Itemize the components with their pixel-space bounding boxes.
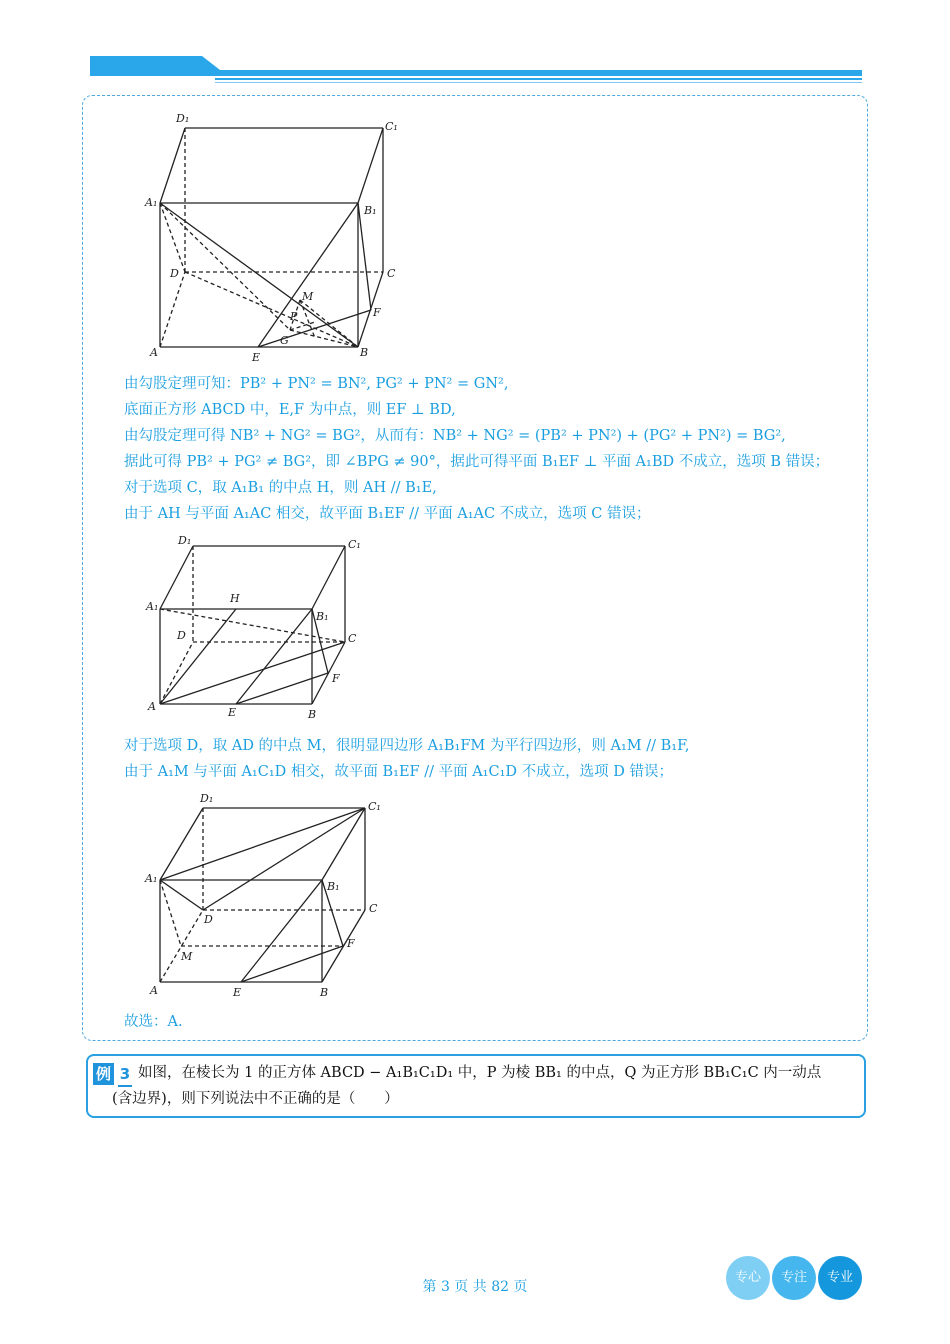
solution-line-5: 对于选项 C，取 A₁B₁ 的中点 H，则 AH // B₁E, bbox=[124, 480, 437, 496]
label-b1: B₁ bbox=[327, 880, 340, 893]
figure-3 bbox=[140, 790, 390, 1000]
solution-line-8: 由于 A₁M 与平面 A₁C₁D 相交，故平面 B₁EF // 平面 A₁C₁D 不成立，选项 D 错误； bbox=[124, 764, 673, 780]
label-c: C bbox=[369, 902, 378, 915]
label-b1: B₁ bbox=[364, 204, 377, 217]
label-a1: A₁ bbox=[145, 196, 158, 209]
label-c1: C₁ bbox=[348, 538, 361, 551]
solution-line-3: 由勾股定理可得 NB² + NG² = BG²，从而有：NB² + NG² = (PB² + PN²) + (PG² + PN²) = BG², bbox=[124, 428, 786, 444]
label-m: M bbox=[181, 950, 193, 963]
label-c1: C₁ bbox=[368, 800, 381, 813]
label-a1: A₁ bbox=[146, 600, 159, 613]
label-c: C bbox=[387, 267, 396, 280]
example-3-box bbox=[86, 1054, 866, 1118]
label-d: D bbox=[204, 913, 213, 926]
solution-line-4: 据此可得 PB² + PG² ≠ BG²，即 ∠BPG ≠ 90°，据此可得平面 B₁EF ⊥ 平面 A₁BD 不成立，选项 B 错误； bbox=[124, 454, 830, 470]
label-g: G bbox=[280, 334, 289, 347]
example-text-line-2: (含边界)，则下列说法中不正确的是（ ） bbox=[112, 1091, 399, 1107]
solution-line-2: 底面正方形 ABCD 中，E,F 为中点，则 EF ⊥ BD, bbox=[124, 402, 456, 418]
figure-1 bbox=[140, 110, 410, 365]
badge-professional: 专业 bbox=[818, 1256, 862, 1300]
badge-focus-heart: 专心 bbox=[726, 1256, 770, 1300]
label-e: E bbox=[228, 706, 237, 719]
label-d: D bbox=[177, 629, 186, 642]
badge-focus-attention: 专注 bbox=[772, 1256, 816, 1300]
label-f: F bbox=[373, 306, 381, 319]
label-c: C bbox=[348, 632, 357, 645]
label-a: A bbox=[150, 346, 158, 359]
label-d1: D₁ bbox=[178, 534, 192, 547]
label-d1: D₁ bbox=[176, 112, 190, 125]
label-a1: A₁ bbox=[145, 872, 158, 885]
label-b: B bbox=[320, 986, 329, 999]
label-b: B bbox=[360, 346, 369, 359]
label-a: A bbox=[148, 700, 156, 713]
example-text-line-1: 如图，在棱长为 1 的正方体 ABCD − A₁B₁C₁D₁ 中，P 为棱 BB₁ 的中点，Q 为正方形 BB₁C₁C 内一动点 bbox=[138, 1065, 822, 1081]
page-number: 第 3 页 共 82 页 bbox=[422, 1279, 528, 1295]
example-number: 3 bbox=[118, 1063, 132, 1087]
label-a: A bbox=[150, 984, 158, 997]
solution-line-6: 由于 AH 与平面 A₁AC 相交，故平面 B₁EF // 平面 A₁AC 不成立，选项 C 错误； bbox=[124, 506, 651, 522]
solution-line-1: 由勾股定理可知：PB² + PN² = BN², PG² + PN² = GN², bbox=[124, 376, 509, 392]
label-m: M bbox=[302, 290, 314, 303]
solution-line-7: 对于选项 D，取 AD 的中点 M，很明显四边形 A₁B₁FM 为平行四边形，则 A₁M // B₁F, bbox=[124, 738, 690, 754]
figure-2 bbox=[140, 532, 380, 727]
label-e: E bbox=[252, 351, 261, 364]
label-b1: B₁ bbox=[316, 610, 329, 623]
label-c1: C₁ bbox=[385, 120, 398, 133]
label-f: F bbox=[347, 937, 355, 950]
example-tag: 例 bbox=[93, 1063, 114, 1085]
label-h: H bbox=[230, 592, 240, 605]
label-f: F bbox=[332, 672, 340, 685]
solution-conclusion: 故选：A. bbox=[124, 1014, 183, 1030]
label-p: P bbox=[290, 310, 298, 323]
label-d1: D₁ bbox=[200, 792, 214, 805]
label-b: B bbox=[308, 708, 317, 721]
label-d: D bbox=[170, 267, 179, 280]
header-band bbox=[90, 52, 862, 84]
label-e: E bbox=[233, 986, 242, 999]
